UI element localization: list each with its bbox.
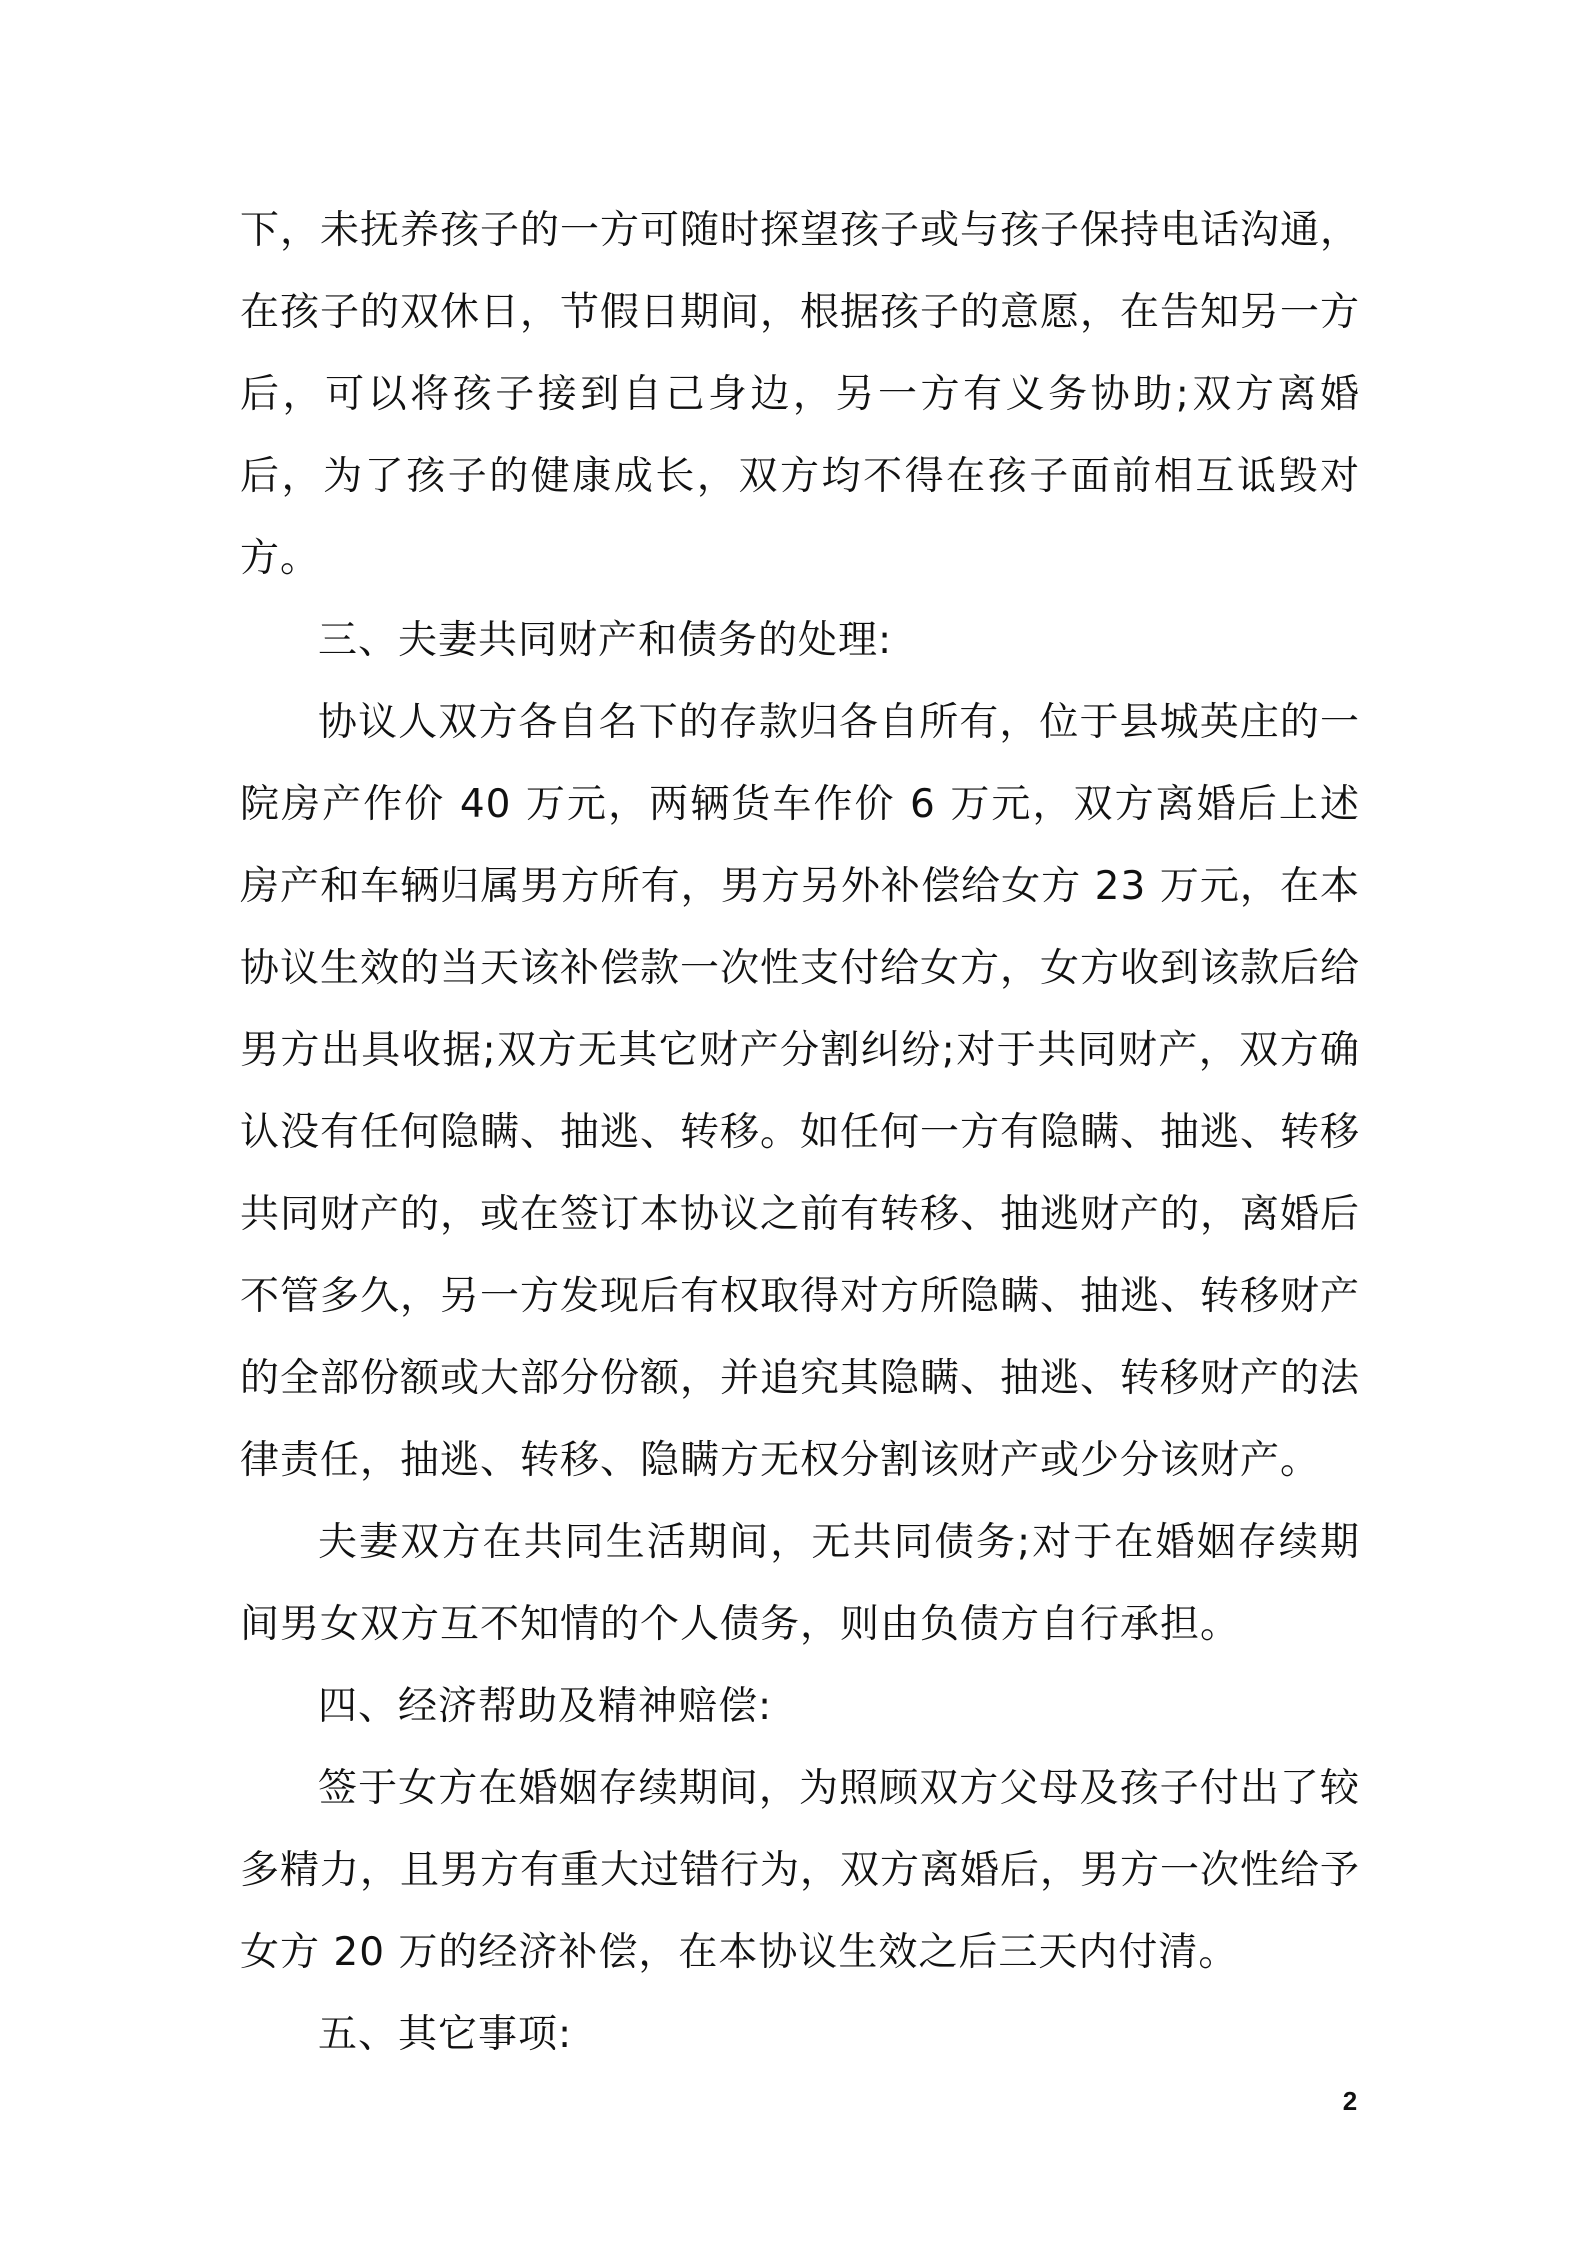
document-body [240, 190, 1360, 2076]
page-number: 2 [1342, 2086, 1358, 2116]
section-heading-property-and-debts: 三、夫妻共同财产和债务的处理: [318, 618, 893, 663]
paragraph-debts: 夫妻双方在共同生活期间，无共同债务;对于在婚姻存续期间男女双方互不知情的个人债务，则由负债方自行承担。 [240, 1520, 1360, 1647]
section-heading-compensation: 四、经济帮助及精神赔偿: [318, 1684, 773, 1729]
paragraph-visitation-rights: 下，未抚养孩子的一方可随时探望孩子或与孩子保持电话沟通，在孩子的双休日，节假日期间，根据孩子的意愿，在告知另一方后，可以将孩子接到自己身边，另一方有义务协助;双方离婚后，为了孩子的健康成长，双方均不得在孩子面前相互诋毁对方。 [240, 208, 1361, 581]
section-heading-other-matters: 五、其它事项: [318, 2012, 573, 2057]
paragraph-property-division: 协议人双方各自名下的存款归各自所有，位于县城英庄的一院房产作价 40 万元，两辆货车作价 6 万元，双方离婚后上述房产和车辆归属男方所有，男方另外补偿给女方 23 万元，在本协议生效的当天该补偿款一次性支付给女方，女方收到该款后给男方出具收据;双方无其它财产分割纠纷;对于共同财产，双方确认没有任何隐瞒、抽逃、转移。如任何一方有隐瞒、抽逃、转移共同财产的，或在签订本协议之前有转移、抽逃财产的，离婚后不管多久，另一方发现后有权取得对方所隐瞒、抽逃、转移财产的全部份额或大部分份额，并追究其隐瞒、抽逃、转移财产的法律责任，抽逃、转移、隐瞒方无权分割该财产或少分该财产。 [240, 700, 1361, 1483]
paragraph-economic-compensation: 签于女方在婚姻存续期间，为照顾双方父母及孩子付出了较多精力，且男方有重大过错行为，双方离婚后，男方一次性给予女方 20 万的经济补偿，在本协议生效之后三天内付清。 [240, 1766, 1361, 1975]
